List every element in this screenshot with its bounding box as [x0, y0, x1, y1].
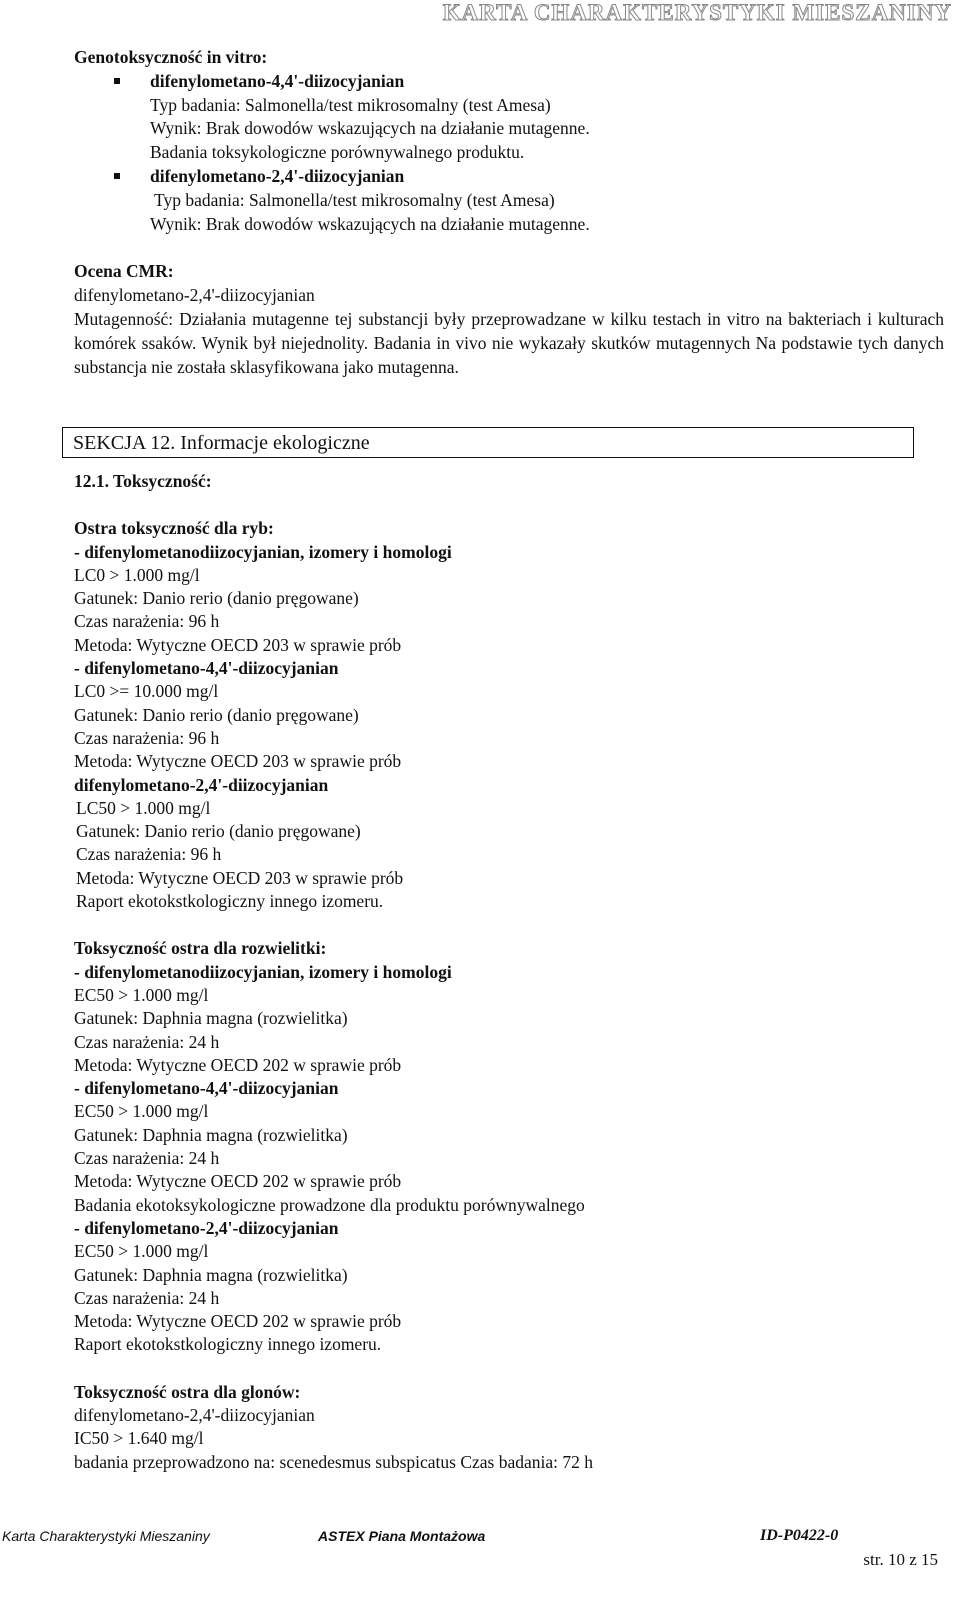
- bullet-icon: [114, 78, 120, 84]
- cmr-paragraph: Mutagenność: Działania mutagenne tej substancji były przeprowadzane w kilku testach in vitro na bakteriach i kulturach komórek ssaków. Wynik był niejednolity. Badania in vivo nie wykazały skutków mutagennych Na podstawie tych danych substancja nie została sklasyfikowana jako mutagenna.: [74, 308, 944, 377]
- substance-name: - difenylometanodiizocyjanian, izomery i homologi: [74, 961, 452, 982]
- text-line: IC50 > 1.640 mg/l: [74, 1428, 204, 1449]
- fish-heading: Ostra toksyczność dla ryb:: [74, 518, 274, 539]
- genotoxicity-block: [74, 46, 944, 379]
- section-header-box: [62, 427, 914, 458]
- section-title: SEKCJA 12. Informacje ekologiczne: [73, 432, 370, 454]
- text-line: Czas narażenia: 24 h: [74, 1287, 220, 1308]
- toxicity-subheading: 12.1. Toksyczność:: [74, 471, 212, 491]
- text-line: Metoda: Wytyczne OECD 202 w sprawie prób: [74, 1171, 402, 1192]
- text-line: LC50 > 1.000 mg/l: [76, 797, 211, 818]
- document-title: KARTA CHARAKTERYSTYKI MIESZANINY: [442, 0, 952, 25]
- text-line: Typ badania: Salmonella/test mikrosomalny (test Amesa): [150, 94, 551, 115]
- text-line: Gatunek: Daphnia magna (rozwielitka): [74, 1264, 348, 1285]
- text-line: Czas narażenia: 24 h: [74, 1148, 220, 1169]
- text-line: Czas narażenia: 96 h: [74, 611, 220, 632]
- text-line: Gatunek: Danio rerio (danio pręgowane): [76, 821, 361, 842]
- text-line: Raport ekotokstkologiczny innego izomeru.: [76, 891, 384, 912]
- text-line: Badania toksykologiczne porównywalnego produktu.: [150, 142, 525, 163]
- text-line: Metoda: Wytyczne OECD 202 w sprawie prób: [74, 1054, 402, 1075]
- text-line: LC0 >= 10.000 mg/l: [74, 681, 219, 702]
- substance-name: - difenylometanodiizocyjanian, izomery i homologi: [74, 541, 452, 562]
- footer-product-name: ASTEX Piana Montażowa: [318, 1528, 486, 1544]
- text-line: Gatunek: Danio rerio (danio pręgowane): [74, 588, 359, 609]
- substance-name: - difenylometano-2,4'-diizocyjanian: [74, 1217, 339, 1238]
- daphnia-heading: Toksyczność ostra dla rozwielitki:: [74, 938, 327, 959]
- footer-document-id: ID-P0422-0: [760, 1527, 839, 1544]
- algae-heading: Toksyczność ostra dla glonów:: [74, 1381, 301, 1402]
- ecotoxicity-block: [74, 470, 944, 1474]
- text-line: Metoda: Wytyczne OECD 202 w sprawie prób: [74, 1311, 402, 1332]
- substance-name: difenylometano-2,4'-diizocyjanian: [74, 774, 329, 795]
- text-line: Wynik: Brak dowodów wskazujących na działanie mutagenne.: [150, 213, 590, 234]
- cmr-substance: difenylometano-2,4'-diizocyjanian: [74, 285, 315, 306]
- text-line: Czas narażenia: 96 h: [76, 844, 222, 865]
- text-line: Wynik: Brak dowodów wskazujących na działanie mutagenne.: [150, 118, 590, 139]
- cmr-heading: Ocena CMR:: [74, 261, 174, 282]
- text-line: Gatunek: Danio rerio (danio pręgowane): [74, 704, 359, 725]
- text-line: Badania ekotoksykologiczne prowadzone dla produktu porównywalnego: [74, 1194, 585, 1215]
- text-line: badania przeprowadzono na: scenedesmus subspicatus Czas badania: 72 h: [74, 1451, 594, 1472]
- text-line: Czas narażenia: 96 h: [74, 727, 220, 748]
- list-item: difenylometano-2,4'-diizocyjanian: [74, 165, 944, 189]
- text-line: EC50 > 1.000 mg/l: [74, 1101, 209, 1122]
- footer-doc-name: Karta Charakterystyki Mieszaniny: [2, 1528, 210, 1544]
- substance-name: - difenylometano-4,4'-diizocyjanian: [74, 1078, 339, 1099]
- list-item: difenylometano-4,4'-diizocyjanian: [74, 70, 944, 94]
- text-line: Metoda: Wytyczne OECD 203 w sprawie prób: [76, 867, 404, 888]
- text-line: Metoda: Wytyczne OECD 203 w sprawie prób: [74, 634, 402, 655]
- text-line: Czas narażenia: 24 h: [74, 1031, 220, 1052]
- text-line: EC50 > 1.000 mg/l: [74, 984, 209, 1005]
- text-line: Metoda: Wytyczne OECD 203 w sprawie prób: [74, 751, 402, 772]
- text-line: difenylometano-2,4'-diizocyjanian: [74, 1404, 315, 1425]
- text-line: EC50 > 1.000 mg/l: [74, 1241, 209, 1262]
- genotoxicity-heading: Genotoksyczność in vitro:: [74, 47, 268, 67]
- text-line: Gatunek: Daphnia magna (rozwielitka): [74, 1008, 348, 1029]
- text-line: Raport ekotokstkologiczny innego izomeru.: [74, 1334, 382, 1355]
- text-line: Typ badania: Salmonella/test mikrosomalny (test Amesa): [154, 189, 555, 210]
- bullet-icon: [114, 173, 120, 179]
- substance-name: - difenylometano-4,4'-diizocyjanian: [74, 658, 339, 679]
- text-line: LC0 > 1.000 mg/l: [74, 564, 200, 585]
- page-number: str. 10 z 15: [863, 1550, 938, 1569]
- text-line: Gatunek: Daphnia magna (rozwielitka): [74, 1124, 348, 1145]
